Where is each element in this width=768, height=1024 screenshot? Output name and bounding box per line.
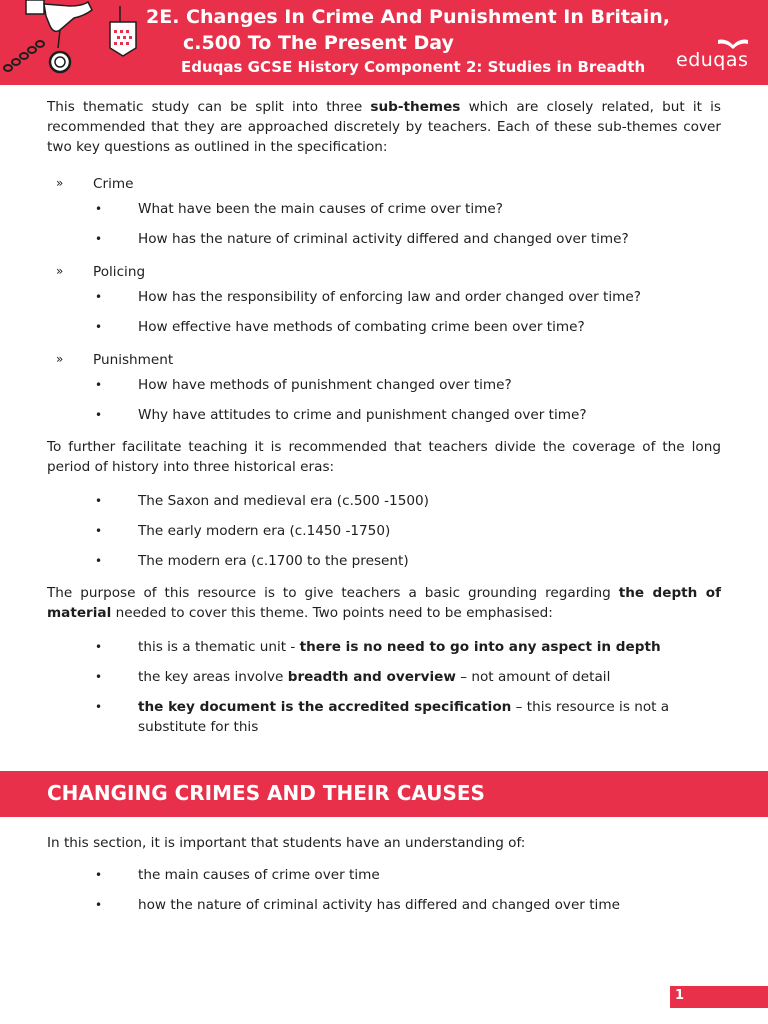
bullet: • bbox=[95, 290, 103, 304]
bullet: • bbox=[95, 868, 103, 882]
list-item: • the main causes of crime over time bbox=[95, 867, 380, 883]
list-item: • The Saxon and medieval era (c.500 -1500) bbox=[95, 493, 429, 509]
bullet: • bbox=[95, 378, 103, 392]
section-banner bbox=[0, 771, 768, 817]
chevron-bullet: » bbox=[56, 176, 64, 190]
list-item: • Why have attitudes to crime and punishment changed over time? bbox=[95, 407, 587, 423]
hand-handcuffs-illustration bbox=[0, 0, 150, 85]
subtheme-policing: » Policing bbox=[47, 259, 721, 287]
page-number-tab bbox=[670, 986, 768, 1008]
bullet: • bbox=[95, 494, 103, 508]
list-item: • What have been the main causes of crime over time? bbox=[95, 201, 503, 217]
list-item: • How have methods of punishment changed over time? bbox=[95, 377, 512, 393]
bullet: • bbox=[95, 524, 103, 538]
section-title: CHANGING CRIMES AND THEIR CAUSES bbox=[47, 781, 485, 805]
logo-text: eduqas bbox=[676, 49, 749, 71]
bullet: • bbox=[95, 408, 103, 422]
section-content bbox=[47, 833, 721, 925]
list-item: • How has the nature of criminal activity differed and changed over time? bbox=[95, 231, 629, 247]
list-item: • How effective have methods of combating crime been over time? bbox=[95, 319, 585, 335]
list-item: • how the nature of criminal activity has differed and changed over time bbox=[95, 897, 620, 913]
subthemes-list bbox=[47, 171, 721, 435]
document-subtitle: Eduqas GCSE History Component 2: Studies in Breadth bbox=[181, 58, 646, 76]
page-header bbox=[0, 0, 768, 85]
bullet: • bbox=[95, 554, 103, 568]
main-content bbox=[47, 97, 721, 747]
bullet: • bbox=[95, 232, 103, 246]
document-title-line-1: 2E. Changes In Crime And Punishment In Britain, bbox=[146, 6, 671, 28]
bullet: • bbox=[95, 640, 103, 654]
subtheme-crime: » Crime bbox=[47, 171, 721, 199]
list-item: • the key areas involve breadth and overview – not amount of detail bbox=[95, 669, 611, 685]
purpose-paragraph: The purpose of this resource is to give teachers a basic grounding regarding the depth of material needed to cover this theme. Two points need to be emphasised: bbox=[47, 585, 721, 621]
section-intro: In this section, it is important that students have an understanding of: bbox=[47, 835, 526, 851]
list-item: • this is a thematic unit - there is no need to go into any aspect in depth bbox=[95, 639, 661, 655]
page-number: 1 bbox=[675, 988, 685, 1003]
chevron-bullet: » bbox=[56, 352, 64, 366]
list-item: • the key document is the accredited specification – this resource is not a substitute for this bbox=[95, 699, 670, 735]
points-list bbox=[47, 637, 721, 747]
list-item: • The modern era (c.1700 to the present) bbox=[95, 553, 409, 569]
eduqas-logo bbox=[676, 36, 758, 76]
eras-list bbox=[47, 491, 721, 581]
bullet: • bbox=[95, 670, 103, 684]
bullet: • bbox=[95, 202, 103, 216]
section-list bbox=[47, 865, 721, 925]
document-title-line-2: c.500 To The Present Day bbox=[183, 32, 454, 54]
bullet: • bbox=[95, 898, 103, 912]
bullet: • bbox=[95, 320, 103, 334]
book-icon bbox=[716, 36, 750, 50]
bullet: • bbox=[95, 700, 103, 714]
chevron-bullet: » bbox=[56, 264, 64, 278]
eras-intro-paragraph: To further facilitate teaching it is recommended that teachers divide the coverage of the long period of history into three historical eras: bbox=[47, 439, 721, 475]
list-item: • How has the responsibility of enforcing law and order changed over time? bbox=[95, 289, 641, 305]
intro-paragraph: This thematic study can be split into three sub-themes which are closely related, but it is recommended that they are approached discretely by teachers. Each of these sub-themes cover two key questions as outlined in the specification: bbox=[47, 99, 721, 155]
subtheme-punishment: » Punishment bbox=[47, 347, 721, 375]
list-item: • The early modern era (c.1450 -1750) bbox=[95, 523, 391, 539]
